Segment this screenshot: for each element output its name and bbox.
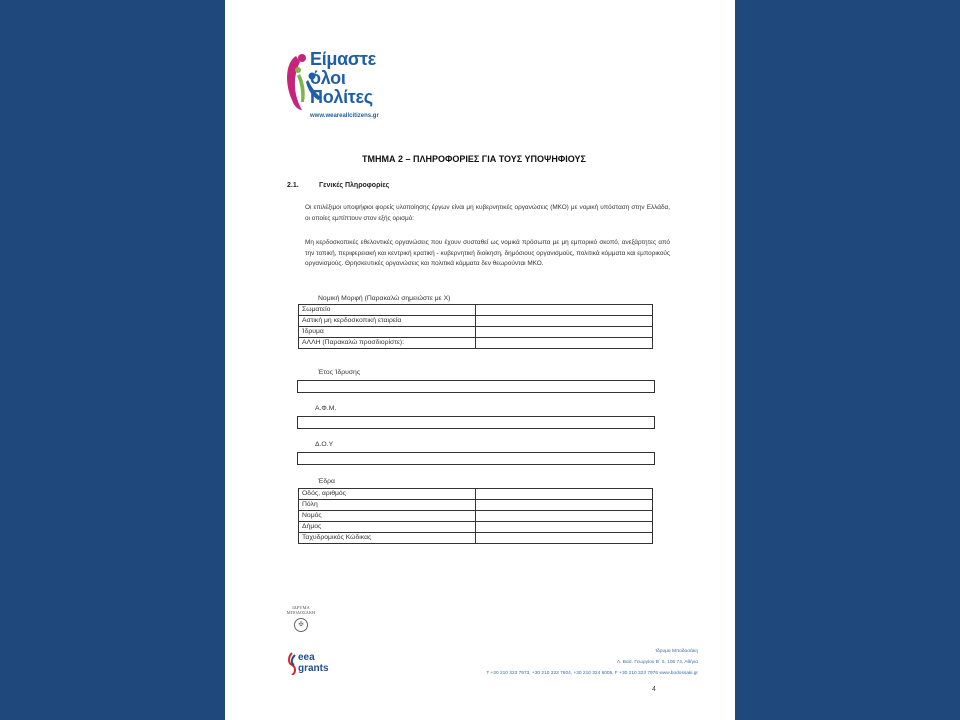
legal-form-mark-cell[interactable] (476, 327, 653, 338)
seat-row-label: Ταχυδρομικός Κώδικας (299, 533, 476, 544)
table-row (299, 533, 653, 544)
footer-address-title: Ίδρυμα Μποδοσάκη (655, 649, 698, 654)
legal-form-option: ΑΛΛΗ (Παρακαλώ προσδιορίστε): (299, 338, 476, 349)
seat-heading: Έδρα (318, 478, 335, 485)
seat-row-label: Δήμος (299, 522, 476, 533)
legal-form-table (298, 304, 653, 349)
eea-swirl-icon (286, 651, 298, 675)
year-founded-field[interactable] (297, 380, 655, 393)
legal-form-option: Αστική μη κερδοσκοπική εταιρεία (299, 316, 476, 327)
legal-form-option: Σωματείο (299, 305, 476, 316)
year-founded-label: Έτος Ίδρυσης (318, 369, 361, 376)
paragraph-definition: Μη κερδοσκοπικές εθελοντικές οργανώσεις που έχουν συσταθεί ως νομικά πρόσωπα με μη εμπορικό σκοπό, ανεξάρτητες από την τοπική, περιφερειακή και κεντρική κρατική - κυβερνητική διοίκηση, δημόσιους οργανισμούς, πολιτικά κόμματα και εμπορικούς οργανισμούς. Θρησκευτικές οργανώσεις και πολιτικά κόμματα δεν θεωρούνται ΜΚΟ. (305, 239, 670, 267)
bodossaki-emblem-icon: ✠ (294, 618, 308, 632)
subsection-heading (287, 182, 389, 189)
legal-form-mark-cell[interactable] (476, 316, 653, 327)
table-row (299, 305, 653, 316)
grants-word: grants (298, 663, 329, 674)
doy-field[interactable] (297, 452, 655, 465)
seat-value-cell[interactable] (476, 511, 653, 522)
subsection-title: Γενικές Πληροφορίες (318, 182, 390, 189)
citizens-logo (282, 50, 432, 130)
eea-grants-logo (286, 645, 346, 685)
table-row (299, 522, 653, 533)
eea-word: eea (298, 652, 315, 663)
table-row (299, 316, 653, 327)
seat-table (298, 488, 653, 544)
paragraph-eligibility: Οι επιλέξιμοι υποψήφιοι φορείς υλοποίησης έργων είναι μη κυβερνητικές οργανώσεις (ΜΚΟ) με νομική υπόσταση στην Ελλάδα, οι οποίες εμπίπτουν στον εξής ορισμό: (305, 204, 670, 222)
footer-address-line: Λ. Βασ. Γεωργίου Β΄ 5, 106 74, Αθήνα (616, 660, 698, 665)
table-row (299, 338, 653, 349)
legal-form-mark-cell[interactable] (476, 305, 653, 316)
logo-line-1: Είμαστε (310, 49, 376, 69)
seat-row-label: Οδός, αριθμός (299, 489, 476, 500)
logo-line-3: Πολίτες (310, 87, 373, 107)
seat-row-label: Νομός (299, 511, 476, 522)
page-number: 4 (652, 686, 656, 693)
legal-form-mark-cell[interactable] (476, 338, 653, 349)
bodossaki-logo (286, 605, 316, 645)
table-row (299, 500, 653, 511)
bodossaki-logo-text: ΙΔΡΥΜΑ ΜΠΟΔΟΣΑΚΗ (286, 605, 316, 615)
seat-value-cell[interactable] (476, 533, 653, 544)
legal-form-heading: Νομική Μορφή (Παρακαλώ σημειώστε με Χ) (318, 295, 451, 302)
doy-label: Δ.Ο.Υ (315, 441, 334, 448)
logo-wordmark (310, 50, 376, 107)
table-row (299, 327, 653, 338)
section-title: ΤΜΗΜΑ 2 – ΠΛΗΡΟΦΟΡΙΕΣ ΓΙΑ ΤΟΥΣ ΥΠΟΨΗΦΙΟΥΣ (362, 154, 586, 164)
seat-value-cell[interactable] (476, 500, 653, 511)
logo-url: www.weareallcitizens.gr (310, 113, 379, 119)
legal-form-option: Ίδρυμα (299, 327, 476, 338)
afm-label: Α.Φ.Μ. (315, 405, 337, 412)
logo-line-2: όλοι (310, 68, 346, 88)
seat-value-cell[interactable] (476, 522, 653, 533)
afm-field[interactable] (297, 416, 655, 429)
footer-contact-line: Τ +30 210 323 7973, +30 210 323 7604, +30 210 324 6005, F +30 210 323 7976 www.bodossaki.gr (486, 671, 698, 676)
table-row (299, 511, 653, 522)
seat-value-cell[interactable] (476, 489, 653, 500)
subsection-number: 2.1. (287, 182, 299, 189)
seat-row-label: Πόλη (299, 500, 476, 511)
table-row (299, 489, 653, 500)
footer-address (486, 646, 698, 679)
